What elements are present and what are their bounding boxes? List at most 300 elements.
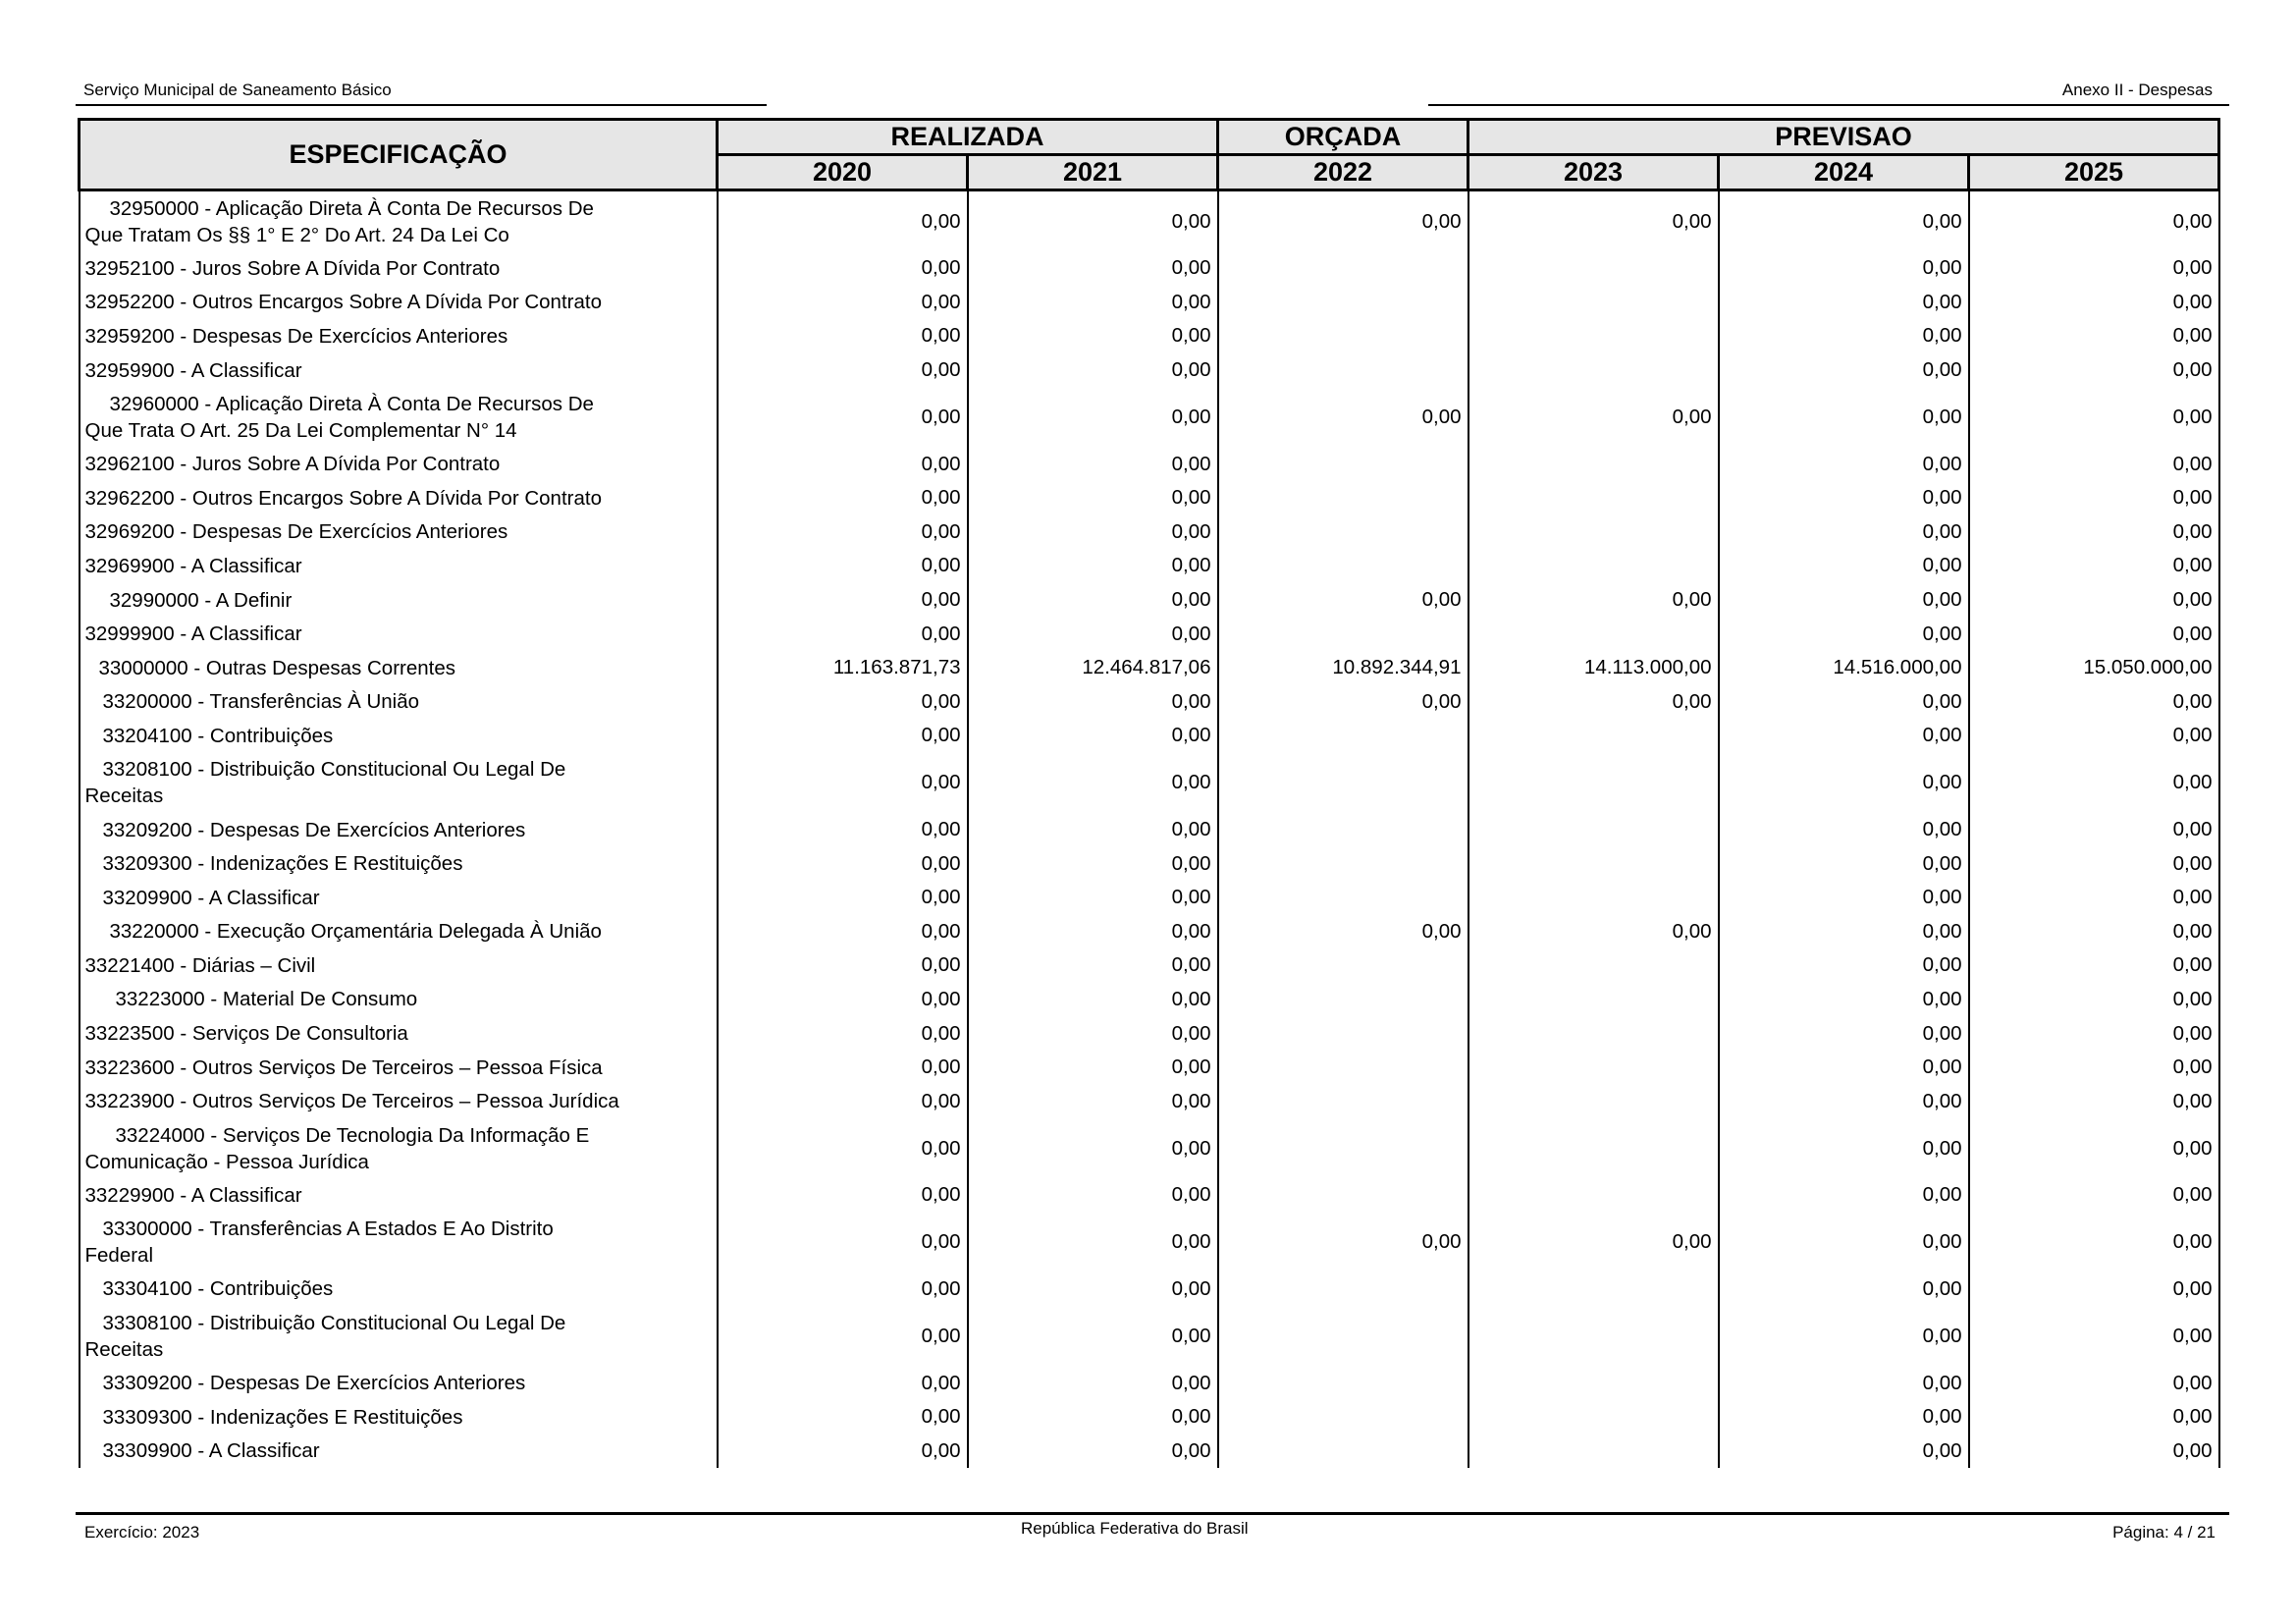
specification-text: 32959900 - A Classificar [84, 358, 302, 382]
specification-cell [80, 1272, 718, 1307]
specification-text: 33223000 - Material De Consumo [115, 988, 418, 1011]
specification-text-continued: Que Tratam Os §§ 1° E 2° Do Art. 24 Da Lei Co [84, 223, 509, 246]
specification-cell [80, 617, 718, 651]
value-cell-2024: 0,00 [1719, 685, 1969, 720]
value-cell-2023 [1468, 515, 1719, 550]
value-cell-2025: 0,00 [1969, 286, 2219, 320]
footer-fiscal-year: Exercício: 2023 [84, 1523, 200, 1542]
value-cell-2021: 0,00 [968, 685, 1218, 720]
value-cell-2024: 0,00 [1719, 251, 1969, 286]
footer-rule [76, 1512, 2229, 1515]
value-cell-2022 [1218, 515, 1468, 550]
value-cell-2021: 0,00 [968, 251, 1218, 286]
value-cell-2021: 0,00 [968, 286, 1218, 320]
value-cell-2020: 0,00 [718, 948, 968, 983]
value-cell-2025: 0,00 [1969, 1213, 2219, 1272]
value-cell-2023 [1468, 353, 1719, 388]
value-cell-2024: 0,00 [1719, 1434, 1969, 1468]
value-cell-2023 [1468, 549, 1719, 583]
specification-text: 33223900 - Outros Serviços De Terceiros – Pessoa Jurídica [84, 1090, 619, 1113]
specification-cell [80, 1118, 718, 1178]
value-cell-2020: 0,00 [718, 1118, 968, 1178]
value-cell-2023 [1468, 617, 1719, 651]
specification-text: 33224000 - Serviços De Tecnologia Da Informação E [115, 1123, 590, 1147]
value-cell-2020: 0,00 [718, 447, 968, 481]
value-cell-2022: 0,00 [1218, 915, 1468, 949]
specification-text: 32969200 - Despesas De Exercícios Anteriores [84, 520, 508, 544]
footer-page-number: Página: 4 / 21 [2112, 1523, 2216, 1542]
specification-text: 33221400 - Diárias – Civil [84, 953, 316, 977]
value-cell-2024: 0,00 [1719, 549, 1969, 583]
value-cell-2024: 0,00 [1719, 1213, 1969, 1272]
header-organization: Serviço Municipal de Saneamento Básico [83, 81, 392, 99]
value-cell-2024: 0,00 [1719, 353, 1969, 388]
value-cell-2025: 0,00 [1969, 813, 2219, 847]
value-cell-2025: 0,00 [1969, 447, 2219, 481]
value-cell-2023 [1468, 286, 1719, 320]
value-cell-2025: 0,00 [1969, 1272, 2219, 1307]
specification-text: 32950000 - Aplicação Direta À Conta De Recursos De [109, 196, 594, 220]
value-cell-2021: 0,00 [968, 1016, 1218, 1051]
column-header-2021: 2021 [968, 155, 1218, 190]
specification-cell [80, 948, 718, 983]
value-cell-2023: 0,00 [1468, 190, 1719, 252]
value-cell-2025: 0,00 [1969, 515, 2219, 550]
value-cell-2022 [1218, 319, 1468, 353]
group-header-realizada: REALIZADA [718, 120, 1218, 155]
value-cell-2022: 10.892.344,91 [1218, 651, 1468, 685]
specification-text: 33304100 - Contribuições [102, 1277, 334, 1301]
value-cell-2021: 0,00 [968, 447, 1218, 481]
value-cell-2020: 0,00 [718, 251, 968, 286]
value-cell-2025: 0,00 [1969, 617, 2219, 651]
value-cell-2022 [1218, 251, 1468, 286]
value-cell-2021: 0,00 [968, 1178, 1218, 1213]
value-cell-2025: 0,00 [1969, 583, 2219, 618]
value-cell-2022: 0,00 [1218, 685, 1468, 720]
specification-text: 33204100 - Contribuições [102, 724, 334, 747]
table-row [80, 846, 2219, 881]
table-row [80, 651, 2219, 685]
value-cell-2021: 0,00 [968, 1366, 1218, 1400]
value-cell-2024: 0,00 [1719, 447, 1969, 481]
value-cell-2025: 0,00 [1969, 1118, 2219, 1178]
value-cell-2021: 0,00 [968, 1400, 1218, 1435]
specification-cell [80, 549, 718, 583]
value-cell-2025: 0,00 [1969, 387, 2219, 447]
table-row [80, 549, 2219, 583]
value-cell-2025: 0,00 [1969, 948, 2219, 983]
header-rule-right [1428, 104, 2229, 106]
value-cell-2021: 0,00 [968, 549, 1218, 583]
specification-text: 32952100 - Juros Sobre A Dívida Por Contrato [84, 256, 501, 280]
specification-text: 33309900 - A Classificar [102, 1439, 320, 1463]
specification-cell [80, 915, 718, 949]
value-cell-2023 [1468, 1051, 1719, 1085]
value-cell-2022 [1218, 447, 1468, 481]
specification-cell [80, 1051, 718, 1085]
value-cell-2020: 0,00 [718, 915, 968, 949]
value-cell-2023 [1468, 1178, 1719, 1213]
value-cell-2025: 0,00 [1969, 1306, 2219, 1366]
value-cell-2021: 0,00 [968, 1213, 1218, 1272]
value-cell-2020: 0,00 [718, 685, 968, 720]
value-cell-2020: 0,00 [718, 1306, 968, 1366]
table-row [80, 948, 2219, 983]
table-row [80, 1400, 2219, 1435]
value-cell-2020: 0,00 [718, 1434, 968, 1468]
value-cell-2025: 0,00 [1969, 753, 2219, 813]
table-row [80, 251, 2219, 286]
value-cell-2020: 0,00 [718, 583, 968, 618]
value-cell-2020: 0,00 [718, 1366, 968, 1400]
value-cell-2024: 0,00 [1719, 915, 1969, 949]
value-cell-2022 [1218, 983, 1468, 1017]
specification-cell [80, 685, 718, 720]
specification-cell [80, 481, 718, 515]
expenses-table-container [78, 118, 2216, 1468]
table-row [80, 1434, 2219, 1468]
value-cell-2023 [1468, 753, 1719, 813]
value-cell-2025: 0,00 [1969, 1051, 2219, 1085]
column-header-2025: 2025 [1969, 155, 2219, 190]
value-cell-2025: 0,00 [1969, 1016, 2219, 1051]
specification-text-continued: Comunicação - Pessoa Jurídica [84, 1150, 369, 1173]
specification-cell [80, 447, 718, 481]
group-header-row [80, 120, 2219, 155]
value-cell-2024: 0,00 [1719, 983, 1969, 1017]
value-cell-2023 [1468, 813, 1719, 847]
specification-text: 33308100 - Distribuição Constitucional Ou Legal De [102, 1311, 566, 1334]
value-cell-2023 [1468, 846, 1719, 881]
table-row [80, 481, 2219, 515]
table-row [80, 1272, 2219, 1307]
value-cell-2022: 0,00 [1218, 190, 1468, 252]
value-cell-2023 [1468, 719, 1719, 753]
value-cell-2024: 0,00 [1719, 881, 1969, 915]
specification-cell [80, 1434, 718, 1468]
value-cell-2025: 0,00 [1969, 1400, 2219, 1435]
value-cell-2022: 0,00 [1218, 387, 1468, 447]
value-cell-2023 [1468, 1016, 1719, 1051]
table-row [80, 1051, 2219, 1085]
value-cell-2025: 0,00 [1969, 1084, 2219, 1118]
value-cell-2020: 0,00 [718, 1016, 968, 1051]
value-cell-2024: 0,00 [1719, 1016, 1969, 1051]
specification-text: 33000000 - Outras Despesas Correntes [98, 656, 456, 679]
value-cell-2023 [1468, 1084, 1719, 1118]
group-header-orcada: ORÇADA [1218, 120, 1468, 155]
value-cell-2020: 11.163.871,73 [718, 651, 968, 685]
value-cell-2022 [1218, 1118, 1468, 1178]
value-cell-2020: 0,00 [718, 481, 968, 515]
value-cell-2022: 0,00 [1218, 1213, 1468, 1272]
value-cell-2023 [1468, 983, 1719, 1017]
specification-text: 33223600 - Outros Serviços De Terceiros – Pessoa Física [84, 1056, 603, 1079]
value-cell-2022 [1218, 1306, 1468, 1366]
value-cell-2023: 0,00 [1468, 583, 1719, 618]
specification-cell [80, 583, 718, 618]
table-row [80, 190, 2219, 252]
table-row [80, 447, 2219, 481]
value-cell-2024: 0,00 [1719, 1272, 1969, 1307]
table-row [80, 1118, 2219, 1178]
value-cell-2021: 0,00 [968, 915, 1218, 949]
value-cell-2021: 0,00 [968, 846, 1218, 881]
value-cell-2024: 0,00 [1719, 1178, 1969, 1213]
table-row [80, 617, 2219, 651]
value-cell-2022 [1218, 1434, 1468, 1468]
value-cell-2020: 0,00 [718, 549, 968, 583]
value-cell-2025: 0,00 [1969, 719, 2219, 753]
value-cell-2022 [1218, 1178, 1468, 1213]
value-cell-2024: 0,00 [1719, 515, 1969, 550]
value-cell-2023 [1468, 1306, 1719, 1366]
value-cell-2021: 0,00 [968, 319, 1218, 353]
value-cell-2020: 0,00 [718, 719, 968, 753]
table-row [80, 1213, 2219, 1272]
value-cell-2020: 0,00 [718, 515, 968, 550]
specification-cell [80, 1306, 718, 1366]
value-cell-2023 [1468, 1434, 1719, 1468]
value-cell-2021: 0,00 [968, 1051, 1218, 1085]
specification-cell [80, 353, 718, 388]
value-cell-2023: 0,00 [1468, 915, 1719, 949]
value-cell-2024: 0,00 [1719, 719, 1969, 753]
value-cell-2021: 0,00 [968, 190, 1218, 252]
value-cell-2025: 0,00 [1969, 685, 2219, 720]
value-cell-2024: 0,00 [1719, 286, 1969, 320]
value-cell-2021: 0,00 [968, 1306, 1218, 1366]
specification-text: 32990000 - A Definir [109, 588, 293, 612]
value-cell-2023 [1468, 1366, 1719, 1400]
value-cell-2020: 0,00 [718, 1084, 968, 1118]
value-cell-2021: 0,00 [968, 515, 1218, 550]
specification-text: 32962200 - Outros Encargos Sobre A Dívida Por Contrato [84, 486, 602, 510]
value-cell-2022 [1218, 1400, 1468, 1435]
table-row [80, 1366, 2219, 1400]
specification-text: 33208100 - Distribuição Constitucional Ou Legal De [102, 758, 566, 782]
specification-text: 33300000 - Transferências A Estados E Ao Distrito [102, 1218, 554, 1241]
value-cell-2022 [1218, 1051, 1468, 1085]
table-body [80, 190, 2219, 1469]
value-cell-2020: 0,00 [718, 353, 968, 388]
value-cell-2021: 0,00 [968, 1434, 1218, 1468]
value-cell-2024: 0,00 [1719, 617, 1969, 651]
value-cell-2020: 0,00 [718, 846, 968, 881]
value-cell-2025: 0,00 [1969, 915, 2219, 949]
value-cell-2025: 0,00 [1969, 881, 2219, 915]
value-cell-2020: 0,00 [718, 881, 968, 915]
value-cell-2021: 0,00 [968, 881, 1218, 915]
value-cell-2020: 0,00 [718, 983, 968, 1017]
specification-cell [80, 1366, 718, 1400]
table-row [80, 983, 2219, 1017]
value-cell-2020: 0,00 [718, 190, 968, 252]
value-cell-2021: 0,00 [968, 1272, 1218, 1307]
specification-text: 33309300 - Indenizações E Restituições [102, 1405, 463, 1429]
value-cell-2024: 0,00 [1719, 583, 1969, 618]
value-cell-2020: 0,00 [718, 1051, 968, 1085]
value-cell-2022: 0,00 [1218, 583, 1468, 618]
value-cell-2024: 0,00 [1719, 846, 1969, 881]
specification-cell [80, 1178, 718, 1213]
value-cell-2024: 0,00 [1719, 948, 1969, 983]
value-cell-2022 [1218, 1016, 1468, 1051]
specification-cell [80, 319, 718, 353]
value-cell-2021: 0,00 [968, 813, 1218, 847]
value-cell-2023 [1468, 319, 1719, 353]
table-row [80, 353, 2219, 388]
value-cell-2021: 0,00 [968, 983, 1218, 1017]
value-cell-2020: 0,00 [718, 286, 968, 320]
specification-cell [80, 251, 718, 286]
value-cell-2022 [1218, 753, 1468, 813]
table-row [80, 1016, 2219, 1051]
specification-text: 33209300 - Indenizações E Restituições [102, 852, 463, 876]
value-cell-2023: 0,00 [1468, 387, 1719, 447]
specification-text: 33200000 - Transferências À União [102, 690, 420, 714]
specification-text: 32962100 - Juros Sobre A Dívida Por Contrato [84, 453, 501, 476]
expenses-table [78, 118, 2220, 1468]
value-cell-2024: 0,00 [1719, 1306, 1969, 1366]
value-cell-2024: 0,00 [1719, 1084, 1969, 1118]
value-cell-2025: 0,00 [1969, 983, 2219, 1017]
value-cell-2022 [1218, 948, 1468, 983]
value-cell-2024: 0,00 [1719, 190, 1969, 252]
value-cell-2023 [1468, 1118, 1719, 1178]
value-cell-2021: 0,00 [968, 1118, 1218, 1178]
value-cell-2023: 0,00 [1468, 685, 1719, 720]
value-cell-2024: 0,00 [1719, 813, 1969, 847]
table-row [80, 753, 2219, 813]
value-cell-2022 [1218, 286, 1468, 320]
specification-cell [80, 719, 718, 753]
value-cell-2024: 0,00 [1719, 387, 1969, 447]
column-header-2024: 2024 [1719, 155, 1969, 190]
value-cell-2023 [1468, 881, 1719, 915]
value-cell-2023: 0,00 [1468, 1213, 1719, 1272]
column-header-2022: 2022 [1218, 155, 1468, 190]
group-header-previsao: PREVISAO [1468, 120, 2219, 155]
value-cell-2020: 0,00 [718, 319, 968, 353]
specification-cell [80, 515, 718, 550]
specification-text: 33229900 - A Classificar [84, 1183, 302, 1207]
value-cell-2023 [1468, 948, 1719, 983]
table-row [80, 1178, 2219, 1213]
value-cell-2024: 14.516.000,00 [1719, 651, 1969, 685]
specification-cell [80, 651, 718, 685]
specification-text: 32999900 - A Classificar [84, 623, 302, 646]
header-annex-title: Anexo II - Despesas [2061, 81, 2213, 99]
specification-text: 33309200 - Despesas De Exercícios Anteriores [102, 1372, 526, 1395]
specification-text: 33209200 - Despesas De Exercícios Anteriores [102, 818, 526, 841]
value-cell-2025: 0,00 [1969, 481, 2219, 515]
value-cell-2025: 0,00 [1969, 251, 2219, 286]
specification-cell [80, 1213, 718, 1272]
value-cell-2021: 0,00 [968, 617, 1218, 651]
value-cell-2023 [1468, 1272, 1719, 1307]
specification-text: 33223500 - Serviços De Consultoria [84, 1022, 408, 1046]
table-row [80, 319, 2219, 353]
value-cell-2024: 0,00 [1719, 481, 1969, 515]
specification-text-continued: Receitas [84, 785, 164, 808]
value-cell-2020: 0,00 [718, 813, 968, 847]
table-row [80, 685, 2219, 720]
value-cell-2024: 0,00 [1719, 319, 1969, 353]
value-cell-2021: 0,00 [968, 583, 1218, 618]
table-row [80, 286, 2219, 320]
value-cell-2025: 0,00 [1969, 846, 2219, 881]
specification-cell [80, 881, 718, 915]
specification-text-continued: Federal [84, 1244, 154, 1268]
value-cell-2021: 0,00 [968, 753, 1218, 813]
value-cell-2022 [1218, 353, 1468, 388]
value-cell-2024: 0,00 [1719, 1118, 1969, 1178]
specification-cell [80, 190, 718, 252]
value-cell-2020: 0,00 [718, 1178, 968, 1213]
value-cell-2021: 0,00 [968, 481, 1218, 515]
specification-cell [80, 1016, 718, 1051]
specification-text-continued: Que Trata O Art. 25 Da Lei Complementar N° 14 [84, 418, 517, 442]
value-cell-2020: 0,00 [718, 387, 968, 447]
specification-cell [80, 983, 718, 1017]
table-row [80, 583, 2219, 618]
value-cell-2021: 12.464.817,06 [968, 651, 1218, 685]
specification-cell [80, 286, 718, 320]
value-cell-2025: 0,00 [1969, 1434, 2219, 1468]
value-cell-2023 [1468, 251, 1719, 286]
table-header [80, 120, 2219, 190]
value-cell-2023 [1468, 481, 1719, 515]
value-cell-2023 [1468, 447, 1719, 481]
value-cell-2020: 0,00 [718, 1272, 968, 1307]
value-cell-2020: 0,00 [718, 1213, 968, 1272]
value-cell-2022 [1218, 481, 1468, 515]
value-cell-2022 [1218, 1366, 1468, 1400]
value-cell-2020: 0,00 [718, 753, 968, 813]
value-cell-2020: 0,00 [718, 617, 968, 651]
specification-text: 33220000 - Execução Orçamentária Delegada À União [109, 920, 602, 944]
specification-text: 32969900 - A Classificar [84, 554, 302, 577]
value-cell-2024: 0,00 [1719, 1400, 1969, 1435]
value-cell-2022 [1218, 846, 1468, 881]
specification-text: 32959200 - Despesas De Exercícios Anteriores [84, 324, 508, 348]
specification-cell [80, 1400, 718, 1435]
specification-text: 33209900 - A Classificar [102, 886, 320, 909]
specification-text: 32960000 - Aplicação Direta À Conta De Recursos De [109, 392, 594, 415]
specification-text-continued: Receitas [84, 1337, 164, 1361]
column-header-specification: ESPECIFICAÇÃO [80, 120, 718, 190]
table-row [80, 387, 2219, 447]
value-cell-2022 [1218, 549, 1468, 583]
value-cell-2023 [1468, 1400, 1719, 1435]
value-cell-2022 [1218, 617, 1468, 651]
value-cell-2025: 0,00 [1969, 353, 2219, 388]
specification-cell [80, 753, 718, 813]
value-cell-2024: 0,00 [1719, 1366, 1969, 1400]
value-cell-2025: 0,00 [1969, 549, 2219, 583]
value-cell-2022 [1218, 719, 1468, 753]
table-row [80, 515, 2219, 550]
value-cell-2025: 15.050.000,00 [1969, 651, 2219, 685]
value-cell-2022 [1218, 881, 1468, 915]
table-row [80, 915, 2219, 949]
value-cell-2021: 0,00 [968, 387, 1218, 447]
value-cell-2021: 0,00 [968, 948, 1218, 983]
specification-cell [80, 1084, 718, 1118]
specification-cell [80, 813, 718, 847]
